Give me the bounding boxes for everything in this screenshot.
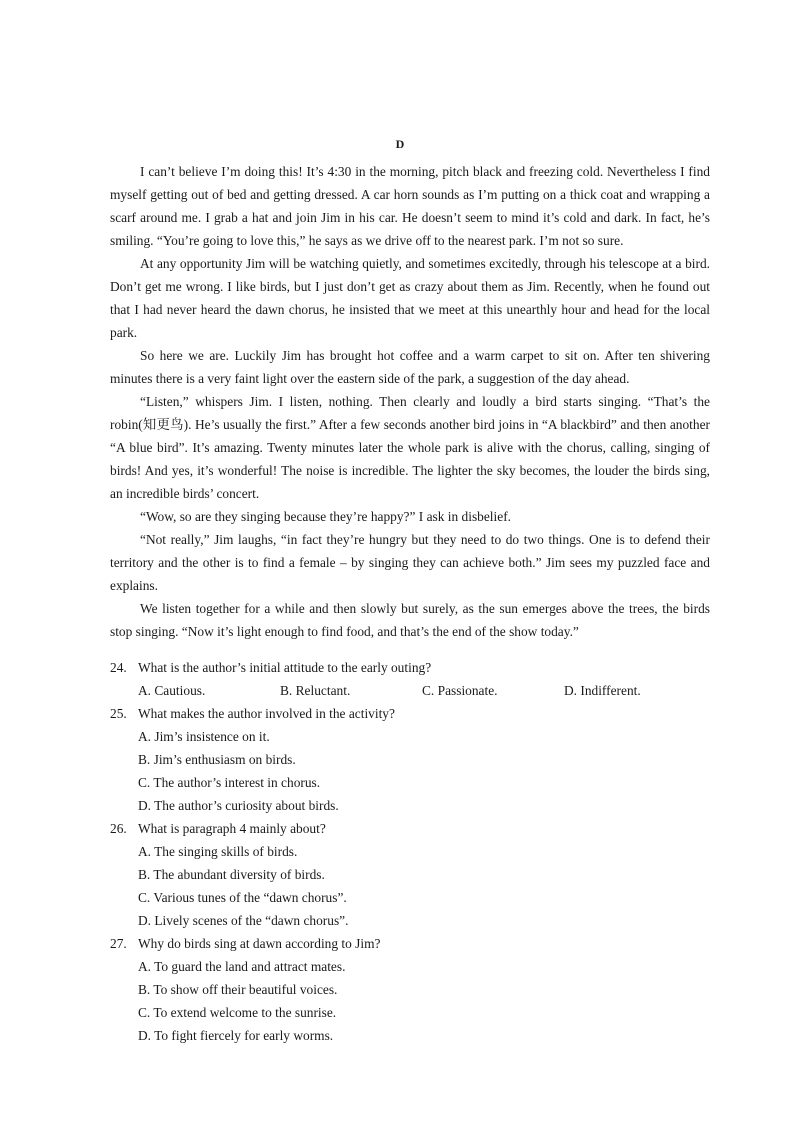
option-a[interactable]: A. The singing skills of birds. [138,844,298,859]
option-d[interactable]: D. Lively scenes of the “dawn chorus”. [138,913,349,928]
question-24 [110,656,710,702]
option-d[interactable]: D. To fight fiercely for early worms. [138,1028,334,1043]
option-a[interactable]: A. Jim’s insistence on it. [138,729,270,744]
question-text: What is the author’s initial attitude to the early outing? [138,660,432,675]
question-number: 27. [110,936,127,951]
paragraph: “Not really,” Jim laughs, “in fact they’re hungry but they need to do two things. One is to defend their territory and the other is to find a female – by singing they can achieve both.” Jim sees my puzzled face and explains. [110,532,710,593]
option-a[interactable]: A. To guard the land and attract mates. [138,959,346,974]
option-b[interactable]: B. The abundant diversity of birds. [138,867,325,882]
paragraph: I can’t believe I’m doing this! It’s 4:30 in the morning, pitch black and freezing cold. Nevertheless I find myself getting out of bed and getting dressed. A car horn sounds as I’m putting on a thick coat and wrapping a scarf around me. I grab a hat and join Jim in his car. He doesn’t seem to mind it’s cold and dark. In fact, he’s smiling. “You’re going to love this,” he says as we drive off to the nearest park. I’m not so sure. [110,164,710,248]
paragraph: “Wow, so are they singing because they’re happy?” I ask in disbelief. [140,509,512,524]
question-stem [110,817,710,840]
paragraph: We listen together for a while and then slowly but surely, as the sun emerges above the trees, the birds stop singing. “Now it’s light enough to find food, and that’s the end of the show today.” [110,601,710,639]
option-c[interactable]: C. Passionate. [422,683,498,698]
question-26 [110,817,710,932]
option-b[interactable]: B. Jim’s enthusiasm on birds. [138,752,296,767]
option-c[interactable]: C. To extend welcome to the sunrise. [138,1005,337,1020]
paragraph: “Listen,” whispers Jim. I listen, nothing. Then clearly and loudly a bird starts singing. “That’s the robin(知更鸟). He’s usually the first.” After a few seconds another bird joins in “A blackbird” and then another “A blue bird”. It’s amazing. Twenty minutes later the whole park is alive with the chorus, calling, singing of birds! And yes, it’s wonderful! The noise is incredible. The lighter the sky becomes, the louder the birds sing, an incredible birds’ concert. [110,394,710,501]
question-number: 24. [110,660,127,675]
question-stem [110,656,710,679]
option-b[interactable]: B. Reluctant. [280,683,351,698]
question-text: Why do birds sing at dawn according to Jim? [138,936,381,951]
question-stem [110,932,710,955]
question-text: What makes the author involved in the activity? [138,706,395,721]
option-b[interactable]: B. To show off their beautiful voices. [138,982,338,997]
question-stem [110,702,710,725]
reading-passage [110,160,710,643]
option-c[interactable]: C. The author’s interest in chorus. [138,775,321,790]
option-a[interactable]: A. Cautious. [138,683,206,698]
option-d[interactable]: D. The author’s curiosity about birds. [138,798,339,813]
question-27 [110,932,710,1047]
question-number: 25. [110,706,127,721]
question-text: What is paragraph 4 mainly about? [138,821,326,836]
question-list [110,656,710,1047]
paragraph: So here we are. Luckily Jim has brought hot coffee and a warm carpet to sit on. After ten shivering minutes there is a very faint light over the eastern side of the park, a suggestion of the day ahead. [110,348,710,386]
section-label: D [395,137,405,151]
option-d[interactable]: D. Indifferent. [564,683,641,698]
paragraph: At any opportunity Jim will be watching quietly, and sometimes excitedly, through his telescope at a bird. Don’t get me wrong. I like birds, but I just don’t get as crazy about them as Jim. Recently, when he found out that I had never heard the dawn chorus, he insisted that we meet at this unearthly hour and head for the local park. [110,256,710,340]
option-row [110,679,710,702]
option-c[interactable]: C. Various tunes of the “dawn chorus”. [138,890,347,905]
question-25 [110,702,710,817]
question-number: 26. [110,821,127,836]
